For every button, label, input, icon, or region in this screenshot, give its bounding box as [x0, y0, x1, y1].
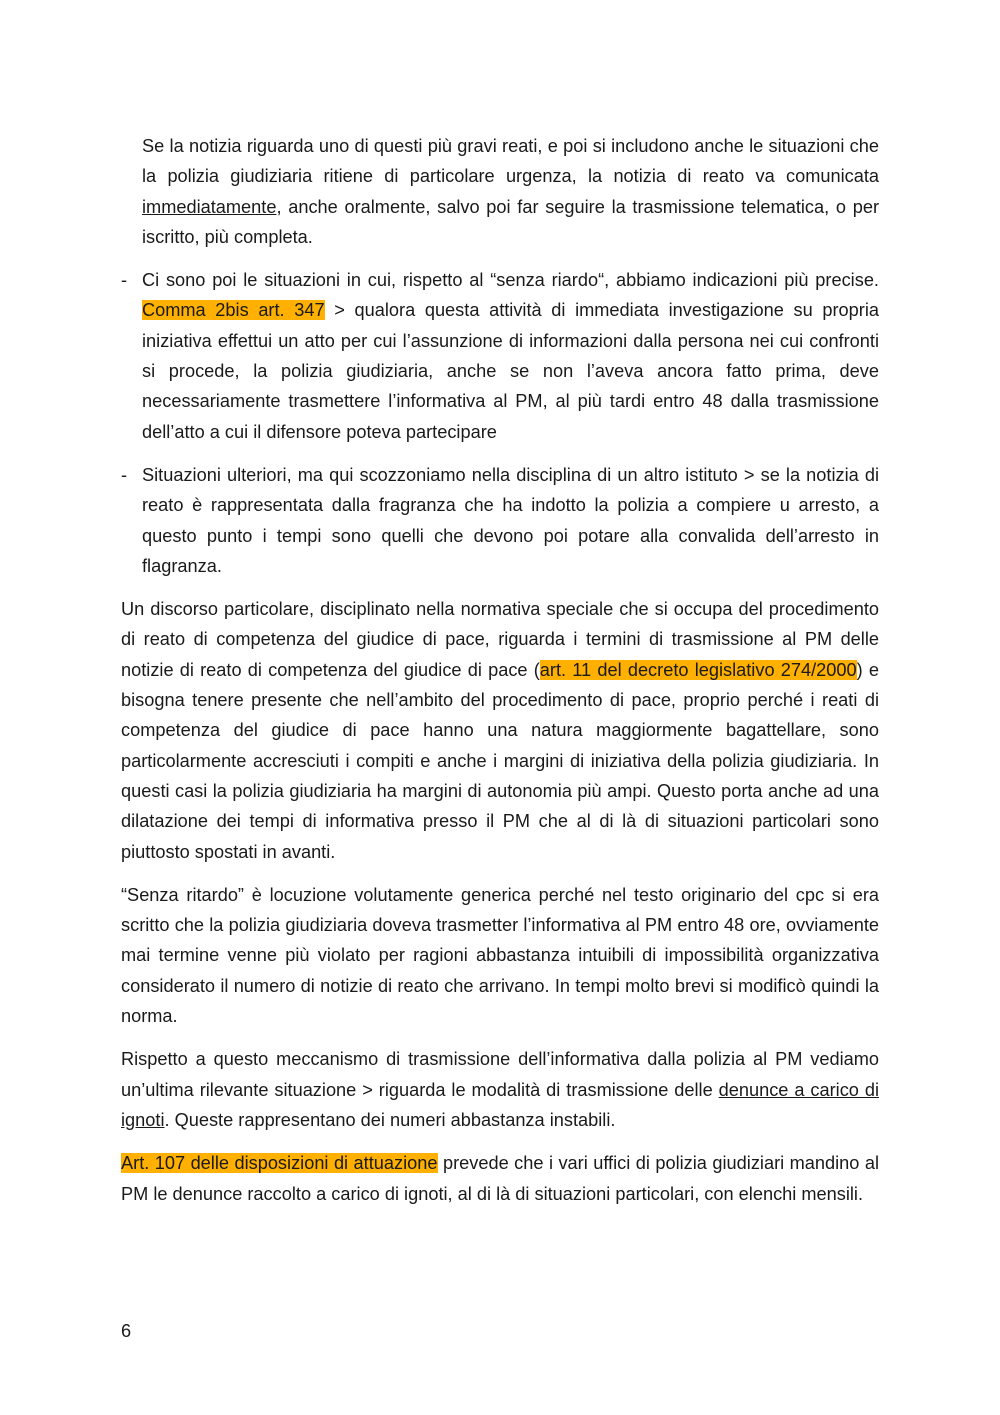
list-item: - Situazioni ulteriori, ma qui scozzoniamo nella disciplina di un altro istituto > se la notizia di reato è rappresentata dalla fragranza che ha indotto la polizia a compiere u arresto, a questo punto i tempi sono quelli che devono poi potare alla convalida dell’arresto in flagranza. [121, 460, 879, 581]
paragraph-art-107: Art. 107 delle disposizioni di attuazione prevede che i vari uffici di polizia giudiziari mandino al PM le denunce raccolto a carico di ignoti, al di là di situazioni particolari, con elenchi mensili. [121, 1153, 880, 1204]
bullet-dash: - [121, 464, 128, 485]
highlighted-reference: Comma 2bis art. 347 [142, 300, 325, 321]
underlined-term: immediatamente [142, 196, 277, 217]
paragraph-denunce-ignoti: Rispetto a questo meccanismo di trasmissione dell’informativa dalla polizia al PM vediamo un’ultima rilevante situazione > riguarda le modalità di trasmissione delle denunce a carico di ignoti. Queste rappresentano dei numeri abbastanza instabili. [121, 1049, 879, 1130]
list-item: - Ci sono poi le situazioni in cui, rispetto al “senza riardo“, abbiamo indicazioni più precise. Comma 2bis art. 347 > qualora questa attività di immediata investigazione su propria iniziativa effettui un atto per cui l’assunzione di informazioni dalla persona nei cui confronti si procede, la polizia giudiziaria, anche se non l’aveva ancora fatto prima, deve necessariamente trasmettere l’informativa al PM, al più tardi entro 48 dalla trasmissione dell’atto a cui il difensore poteva partecipare [121, 265, 879, 447]
paragraph-urgent-reports: Se la notizia riguarda uno di questi più gravi reati, e poi si includono anche le situazioni che la polizia giudiziaria ritiene di particolare urgenza, la notizia di reato va comunicata immediatamente, anche oralmente, salvo poi far seguire la trasmissione telematica, o per iscritto, più completa. [142, 136, 879, 247]
paragraph-giudice-di-pace: Un discorso particolare, disciplinato nella normativa speciale che si occupa del procedimento di reato di competenza del giudice di pace, riguarda i termini di trasmissione al PM delle notizie di reato di competenza del giudice di pace (art. 11 del decreto legislativo 274/2000) e bisogna tenere presente che nell’ambito del procedimento di pace, proprio perché i reati di competenza del giudice di pace hanno una natura maggiormente bagattellare, sono particolarmente accresciuti i compiti e anche i margini di iniziativa della polizia giudiziaria. In questi casi la polizia giudiziaria ha margini di autonomia più ampi. Questo porta anche ad una dilatazione dei tempi di informativa presso il PM che al di là di situazioni particolari sono piuttosto spostati in avanti. [121, 599, 879, 862]
highlighted-reference: Art. 107 delle disposizioni di attuazione [121, 1153, 438, 1174]
underlined-term: denunce a carico di ignoti [121, 1079, 879, 1130]
page-number: 6 [121, 1321, 132, 1341]
page-body [121, 131, 879, 1222]
paragraph-senza-ritardo: “Senza ritardo” è locuzione volutamente generica perché nel testo originario del cpc si era scritto che la polizia giudiziaria doveva trasmetter l’informativa al PM entro 48 ore, ovviamente mai termine venne più violato per ragioni abbastanza intuibili di impossibilità organizzativa considerato il numero di notizie di reato che arrivano. In tempi molto brevi si modificò quindi la norma. [121, 884, 879, 1027]
highlighted-reference: art. 11 del decreto legislativo 274/2000 [539, 659, 857, 680]
bullet-dash: - [121, 270, 128, 291]
